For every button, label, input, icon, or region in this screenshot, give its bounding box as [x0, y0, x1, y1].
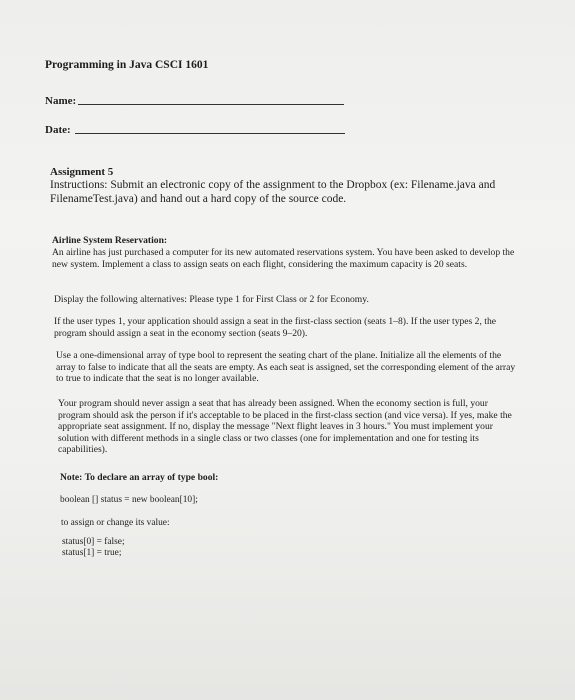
instructions-text: Instructions: Submit an electronic copy of the assignment to the Dropbox (ex: Filename.java and FilenameTest.java) and hand out a hard copy of the source code.: [50, 179, 496, 205]
date-label: Date:: [45, 124, 71, 136]
section-title: Airline System Reservation:: [52, 235, 168, 246]
paragraph-rules: Your program should never assign a seat that has already been assigned. When the economy section is full, your program should ask the person if it's acceptable to be placed in the first-class section (and vice versa). If yes, make the appropriate seat assignment. If no, display the message "Next flight leaves in 3 hours." You must implement your solution with different methods in a single class or two classes (one for implementation and one for testing its capabilities).: [58, 398, 512, 456]
code-assign-true: status[1] = true;: [62, 548, 122, 558]
code-assign-false: status[0] = false;: [62, 537, 125, 547]
name-blank-line: [78, 104, 344, 105]
assign-label: to assign or change its value:: [61, 518, 170, 528]
name-label: Name:: [45, 95, 77, 107]
paragraph-intro: An airline has just purchased a computer for its new automated reservations system. You have been asked to develop the new system. Implement a class to assign seats on each flight, considering the maximum capacity is 20 seats.: [52, 247, 515, 270]
paragraph-array: Use a one-dimensional array of type bool to represent the seating chart of the plane. Initialize all the elements of the array to false to indicate that all the seats are empty. As each seat is assigned, set the corresponding element of the array to true to indicate that the seat is no longer available.: [56, 350, 516, 385]
assignment-heading: Assignment 5: [50, 166, 114, 178]
note-label: Note: To declare an array of type bool:: [60, 472, 219, 483]
paragraph-alternatives: Display the following alternatives: Please type 1 for First Class or 2 for Economy.: [54, 294, 369, 305]
course-title: Programming in Java CSCI 1601: [45, 59, 209, 71]
code-declare: boolean [] status = new boolean[10];: [60, 495, 198, 505]
date-blank-line: [75, 133, 345, 134]
paragraph-seat-sections: If the user types 1, your application should assign a seat in the first-class section (seats 1–8). If the user types 2, the program should assign a seat in the economy section (seats 9–20).: [54, 316, 497, 339]
